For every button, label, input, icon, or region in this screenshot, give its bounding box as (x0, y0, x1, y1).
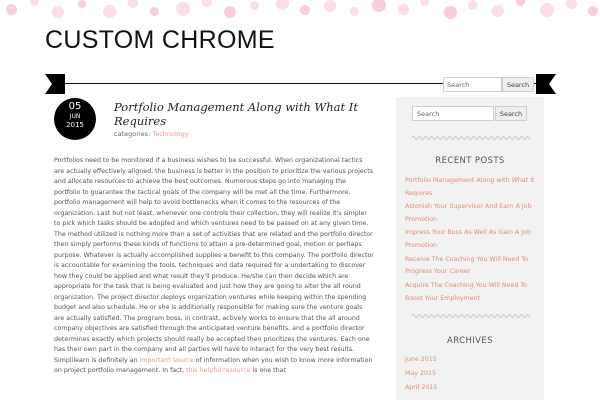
post-body-link-helpful-resource[interactable]: this helpful resource (186, 367, 251, 374)
sidebar (396, 97, 544, 400)
sidebar-search-button[interactable]: Search (495, 106, 527, 121)
polka-dot (300, 5, 310, 15)
post-date-badge (54, 98, 96, 140)
polka-dot (566, 0, 577, 9)
polka-dot (201, 0, 212, 7)
recent-post-link[interactable]: Portfolio Management Along with What It Requires (405, 177, 535, 197)
polka-dot (224, 6, 236, 18)
polka-dot (128, 0, 138, 8)
top-search-button[interactable]: Search (502, 77, 534, 92)
archives-list (405, 353, 540, 395)
polka-dot (350, 7, 359, 16)
polka-dot (324, 0, 336, 12)
archive-link[interactable]: April 2015 (405, 384, 438, 391)
polka-dot (250, 1, 259, 10)
recent-posts-title: RECENT POSTS (435, 156, 505, 166)
categories-label: categories: (114, 130, 151, 138)
recent-post-link[interactable]: Astonish Your Supervisor And Earn A Job Promotion (405, 203, 532, 223)
recent-posts-list (405, 175, 540, 306)
squiggle-divider (412, 135, 530, 141)
post-body-text: is one that (252, 367, 286, 374)
post-date-day: 05 (68, 101, 82, 112)
polka-dot (516, 0, 525, 6)
polka-dot-header-decoration (0, 0, 600, 22)
post-title[interactable]: Portfolio Management Along with What It Requires (114, 100, 358, 128)
polka-dot (588, 6, 598, 16)
polka-dot (78, 0, 86, 8)
recent-post-link[interactable]: Impress Your Boss As Well As Gain A Job Promotion (405, 229, 531, 250)
ribbon-right-icon (536, 74, 556, 94)
post-date-month: JUN (69, 113, 81, 120)
polka-dot (176, 2, 190, 16)
polka-dot (398, 4, 409, 15)
site-title[interactable]: CUSTOM CHROME (45, 26, 275, 54)
polka-dot (468, 0, 478, 10)
post-date-year: 2015 (66, 121, 84, 129)
squiggle-divider (412, 313, 530, 319)
ribbon-left-icon (45, 74, 65, 94)
post-body-link-important-source[interactable]: important source (139, 356, 194, 364)
post-categories (114, 130, 189, 138)
polka-dot (420, 0, 429, 6)
recent-post-link[interactable]: Receive The Coaching You Will Need To Progress Your Career (405, 255, 528, 276)
archives-title: ARCHIVES (447, 336, 493, 346)
polka-dot (103, 5, 116, 18)
post-body-text: of information when you wish to know more information on project portfolio management. In fact, (54, 356, 373, 374)
polka-dot (30, 0, 39, 6)
polka-dot (150, 7, 159, 16)
polka-dot (540, 3, 554, 17)
recent-post-link[interactable]: Acquire The Coaching You Will Need To Boost Your Employment (405, 281, 528, 302)
polka-dot (276, 0, 289, 10)
polka-dot (52, 6, 64, 18)
category-link[interactable]: Technology (152, 130, 189, 138)
post-body-text: Portfolios need to be monitored if a business wishes to be successful. When organizational tactics are actually effectively aligned, the business is better in the position to prioritize the various projects and allocate resources to achieve the best outcomes. Numerous steps go into managing the portfolio to guarantee the tactical goals of the company will be met all the time. Furthermore, portfolio management will help to avoid bottlenecks when it comes to the resources of the organization. Last but not least, whenever one controls their collection, they will realize it's simpler to pick which tasks should be adopted and which ventures need to be passed on at any given time. The method utilized is nothing more than a set of activities that are related and the portfolio director then simply performs these kinds of functions to attain a pre-determined goal, motion or perhaps purpose. Whatever is actually accomplished supplies a benefit to this company. The portfolio director is accountable for examining the tools, techniques and data required for a undertaking to discover how they could be applied and what result they'll produce. He/she can then decide which are appropriate for the task that is being evaluated and just how they are going to alter the all round organization. The project director deploys organization ventures while keeping within the spending budget and also schedule. He or she is additionally responsible for making sure the venture goals are actually satisfied. The program boss, in contrast, actively works to ensure that the all around company objectives are satisfied through the anticipated venture benefits, and a portfolio director determines exactly which projects should really be accepted then prioritizes the ventures. Each one has their own part in the company and all parties will have to interact for the very best results. Simplilearn is definitely an (54, 157, 374, 364)
post-body (54, 156, 374, 377)
polka-dot (444, 6, 457, 19)
archive-link[interactable]: June 2015 (405, 356, 437, 363)
polka-dot (6, 4, 17, 15)
archive-link[interactable]: May 2015 (405, 370, 437, 377)
polka-dot (492, 5, 504, 17)
header-divider-left (64, 83, 443, 84)
top-search-input[interactable] (443, 77, 502, 92)
polka-dot (372, 0, 386, 12)
sidebar-search-input[interactable] (412, 106, 494, 121)
